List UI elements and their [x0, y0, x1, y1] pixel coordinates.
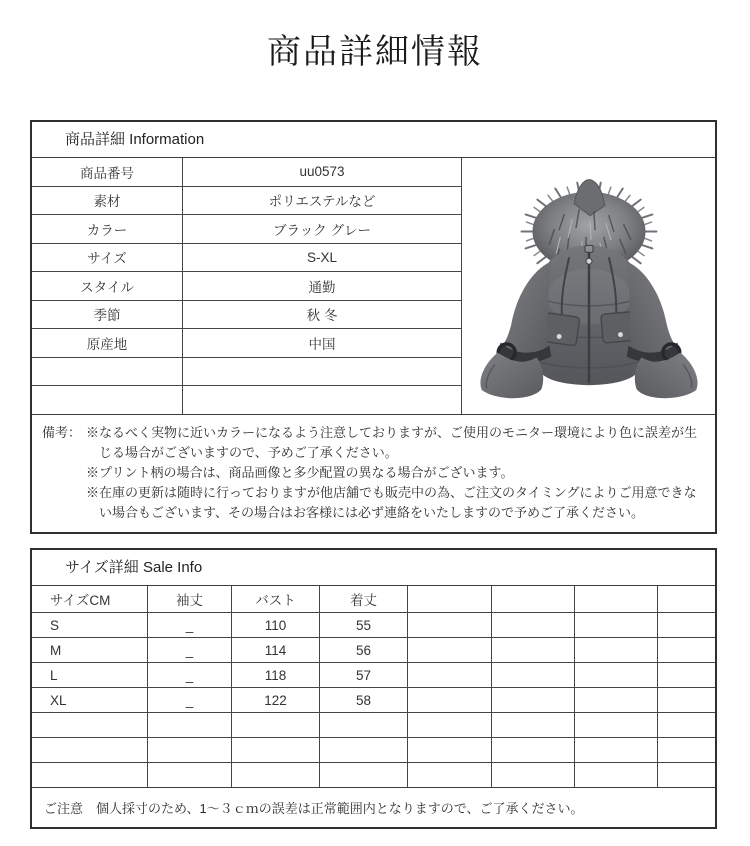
- size-cell: [575, 663, 658, 688]
- size-cell: _: [148, 638, 232, 663]
- size-column-header: [575, 586, 658, 613]
- info-label-cell: 素材: [32, 186, 183, 215]
- info-section: [30, 120, 717, 534]
- size-caution-note: ご注意 個人採寸のため、1～３ｃｍの誤差は正常範囲内となりますので、ご了承ください。: [32, 787, 715, 827]
- table-row: [32, 158, 715, 186]
- size-cell: S: [32, 613, 148, 638]
- size-cell: _: [148, 613, 232, 638]
- size-cell: 57: [320, 663, 408, 688]
- size-cell: [575, 763, 658, 788]
- info-label-cell: [32, 386, 183, 414]
- size-cell: [232, 738, 320, 763]
- size-row: [32, 713, 715, 738]
- size-cell: [320, 713, 408, 738]
- size-cell: [32, 763, 148, 788]
- remark-item: ※なるべく実物に近いカラーになるよう注意しておりますが、ご使用のモニター環境により色に誤差が生じる場合がございますので、予めご了承ください。: [86, 424, 698, 460]
- size-section: [30, 548, 717, 829]
- size-column-header: [408, 586, 492, 613]
- size-column-header: [658, 586, 716, 613]
- size-cell: [575, 638, 658, 663]
- size-row: [32, 688, 715, 713]
- size-cell: [492, 663, 575, 688]
- size-cell: _: [148, 688, 232, 713]
- info-value-cell: ブラック グレー: [183, 215, 462, 244]
- remarks-label: 備考：: [42, 424, 82, 440]
- size-cell: [408, 638, 492, 663]
- size-cell: 114: [232, 638, 320, 663]
- info-label-cell: サイズ: [32, 243, 183, 272]
- size-cell: [408, 738, 492, 763]
- size-cell: [148, 738, 232, 763]
- info-value-cell: uu0573: [183, 158, 462, 186]
- info-value-cell: [183, 357, 462, 386]
- size-cell: _: [148, 663, 232, 688]
- info-value-cell: 中国: [183, 329, 462, 358]
- size-row: [32, 638, 715, 663]
- info-value-cell: 通勤: [183, 272, 462, 301]
- size-cell: [408, 763, 492, 788]
- info-label-cell: [32, 357, 183, 386]
- size-row: [32, 613, 715, 638]
- size-column-header: 着丈: [320, 586, 408, 613]
- size-cell: [320, 763, 408, 788]
- info-label-cell: 季節: [32, 300, 183, 329]
- size-cell: [492, 638, 575, 663]
- info-table: [32, 158, 715, 414]
- size-cell: [32, 713, 148, 738]
- size-cell: [658, 688, 716, 713]
- size-cell: [575, 713, 658, 738]
- size-cell: 56: [320, 638, 408, 663]
- size-cell: [32, 738, 148, 763]
- size-cell: [658, 738, 716, 763]
- size-cell: [658, 613, 716, 638]
- size-cell: [408, 713, 492, 738]
- info-value-cell: ポリエステルなど: [183, 186, 462, 215]
- size-cell: [492, 763, 575, 788]
- size-cell: [408, 663, 492, 688]
- size-column-header: 袖丈: [148, 586, 232, 613]
- size-row: [32, 663, 715, 688]
- remarks-items: [86, 423, 707, 523]
- size-cell: [658, 663, 716, 688]
- size-cell: [148, 713, 232, 738]
- size-cell: [408, 688, 492, 713]
- size-cell: [658, 763, 716, 788]
- product-image-cell: [462, 158, 716, 414]
- size-header-row: [32, 586, 715, 613]
- size-cell: [232, 713, 320, 738]
- size-cell: [575, 738, 658, 763]
- info-value-cell: 秋 冬: [183, 300, 462, 329]
- info-label-cell: 原産地: [32, 329, 183, 358]
- size-section-header: サイズ詳細 Sale Info: [32, 550, 715, 586]
- size-column-header: [492, 586, 575, 613]
- size-cell: [658, 713, 716, 738]
- size-cell: [492, 713, 575, 738]
- size-column-header: サイズCM: [32, 586, 148, 613]
- info-value-cell: [183, 386, 462, 414]
- size-cell: [492, 738, 575, 763]
- remarks-block: [32, 414, 715, 532]
- size-cell: [575, 688, 658, 713]
- remark-item: ※プリント柄の場合は、商品画像と多少配置の異なる場合がございます。: [86, 464, 514, 480]
- size-cell: [492, 688, 575, 713]
- size-cell: [575, 613, 658, 638]
- size-cell: 118: [232, 663, 320, 688]
- size-cell: [148, 763, 232, 788]
- size-cell: XL: [32, 688, 148, 713]
- size-cell: [320, 738, 408, 763]
- product-photo-jacket-image: [465, 168, 713, 408]
- info-value-cell: S-XL: [183, 243, 462, 272]
- size-cell: 110: [232, 613, 320, 638]
- size-cell: M: [32, 638, 148, 663]
- size-cell: 122: [232, 688, 320, 713]
- size-cell: [492, 613, 575, 638]
- size-table: [32, 586, 715, 787]
- size-cell: L: [32, 663, 148, 688]
- size-cell: 58: [320, 688, 408, 713]
- size-row: [32, 763, 715, 788]
- info-label-cell: カラー: [32, 215, 183, 244]
- page-title: 商品詳細情報: [267, 34, 483, 71]
- info-section-header: 商品詳細 Information: [32, 122, 715, 158]
- size-column-header: バスト: [232, 586, 320, 613]
- info-label-cell: 商品番号: [32, 158, 183, 186]
- size-cell: [408, 613, 492, 638]
- size-cell: [658, 638, 716, 663]
- size-row: [32, 738, 715, 763]
- size-cell: 55: [320, 613, 408, 638]
- remark-item: ※在庫の更新は随時に行っておりますが他店舗でも販売中の為、ご注文のタイミングによりご用意できない場合もございます、その場合はお客様には必ず連絡をいたしますので予めご了承ください。: [86, 484, 697, 520]
- info-label-cell: スタイル: [32, 272, 183, 301]
- size-cell: [232, 763, 320, 788]
